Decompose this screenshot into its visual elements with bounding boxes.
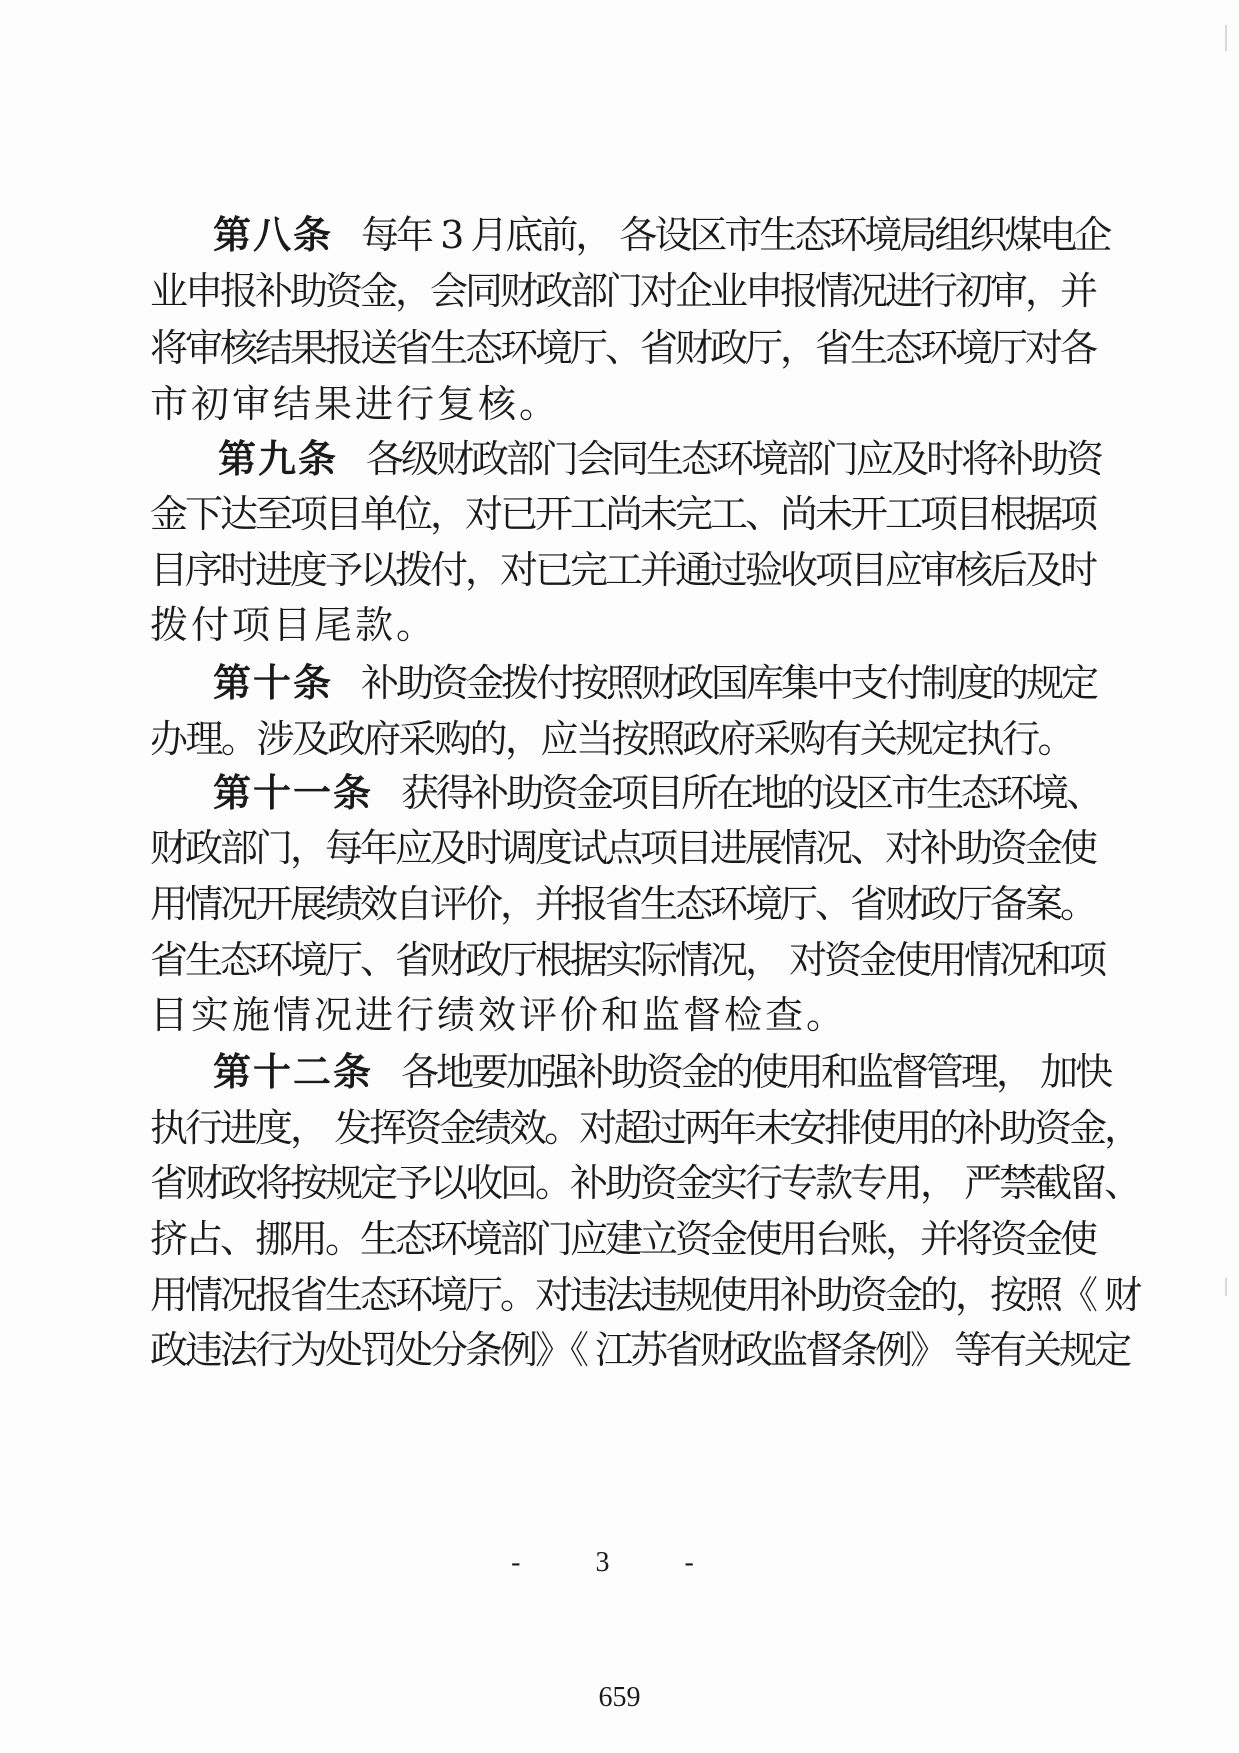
article-12-text: 各地要加强补助资金的使用和监督管理， 加快 (401, 1050, 1111, 1094)
article-10-text: 补助资金拨付按照财政国库集中支付制度的规定 (361, 661, 1097, 705)
article-9-line-4: 拨付项目尾款。 (150, 603, 438, 647)
article-8-line-3: 将审核结果报送省生态环境厅、省财政厅，省生态环境厅对各 (150, 326, 1096, 370)
article-8-line-4: 市初审结果进行复核。 (150, 382, 561, 426)
article-11-line-3: 用情况开展绩效自评价，并报省生态环境厅、省财政厅备案。 (150, 882, 1096, 926)
article-9-line-2: 金下达至项目单位，对已开工尚未完工、尚未开工项目根据项 (150, 492, 1096, 536)
article-8-line-1 (213, 205, 1110, 265)
article-12-line-5: 用情况报省生态环境厅。对违法违规使用补助资金的，按照《 财 (150, 1273, 1140, 1317)
article-12-line-2: 执行进度， 发挥资金绩效。对超过两年未安排使用的补助资金， (150, 1106, 1140, 1150)
article-9-line-3: 目序时进度予以拨付，对已完工并通过验收项目应审核后及时 (150, 548, 1096, 592)
article-8-text: 每年 3 月底前， 各设区市生态环境局组织煤电企 (361, 213, 1110, 257)
article-10-heading: 第十条 (213, 661, 334, 705)
article-12-line-4: 挤占、挪用。生态环境部门应建立资金使用台账，并将资金使 (150, 1217, 1096, 1261)
archive-page-number: 659 (598, 1682, 641, 1713)
article-12-line-6: 政违法行为处罚处分条例》《 江苏省财政监督条例》 等有关规定 (150, 1328, 1130, 1372)
article-12-line-1 (213, 1042, 1111, 1102)
article-9-text: 各级财政部门会同生态环境部门应及时将补助资 (366, 437, 1102, 481)
article-11-line-2: 财政部门，每年应及时调度试点项目进展情况、对补助资金使 (150, 826, 1096, 870)
article-12-line-3: 省财政将按规定予以收回。补助资金实行专款专用， 严禁截留、 (150, 1161, 1140, 1205)
article-8-line-2: 业申报补助资金，会同财政部门对企业申报情况进行初审，并 (150, 269, 1096, 313)
article-12-heading: 第十二条 (213, 1050, 374, 1094)
scan-edge-mark (1225, 1278, 1235, 1296)
article-9-line-1 (218, 429, 1102, 489)
article-11-line-1 (213, 763, 1102, 823)
article-10-line-1 (213, 653, 1097, 713)
article-11-line-5: 目实施情况进行绩效评价和监督检查。 (150, 993, 848, 1037)
article-9-heading: 第九条 (218, 437, 339, 481)
article-11-line-4: 省生态环境厅、省财政厅根据实际情况， 对资金使用情况和项 (150, 938, 1105, 982)
article-10-line-2: 办理。涉及政府采购的，应当按照政府采购有关规定执行。 (150, 717, 1074, 761)
article-11-heading: 第十一条 (213, 771, 374, 815)
article-8-heading: 第八条 (213, 213, 334, 257)
scan-edge-mark (1225, 25, 1235, 51)
page-number: - 3 - (511, 1547, 728, 1578)
article-11-text: 获得补助资金项目所在地的设区市生态环境、 (401, 771, 1102, 815)
